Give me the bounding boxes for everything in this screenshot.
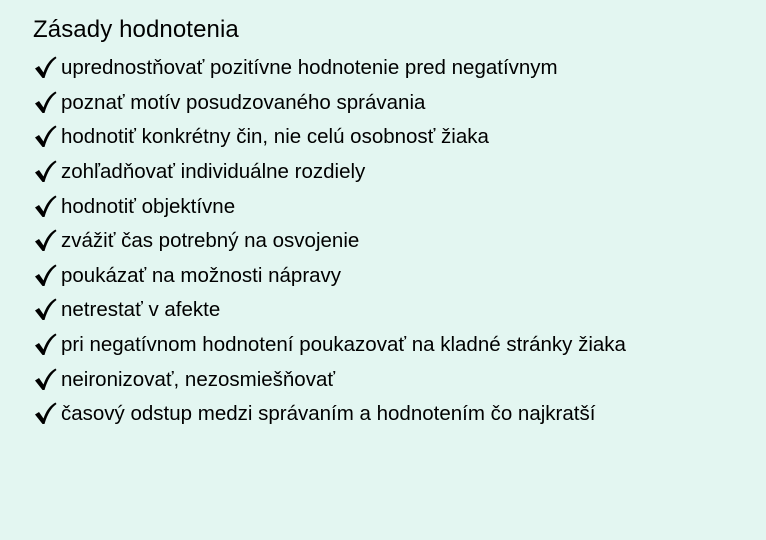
list-item-text: netrestať v afekte <box>61 298 221 322</box>
list-item <box>32 328 626 363</box>
slide-title: Zásady hodnotenia <box>33 16 239 43</box>
list-item-text: časový odstup medzi správaním a hodnotením čo najkratší <box>61 402 596 426</box>
checkmark-icon <box>32 228 58 254</box>
checkmark-icon <box>32 90 58 116</box>
list-item-text: uprednostňovať pozitívne hodnotenie pred negatívnym <box>61 56 558 80</box>
checkmark-icon <box>32 194 58 220</box>
list-item-text: pri negatívnom hodnotení poukazovať na kladné stránky žiaka <box>61 333 626 357</box>
list-item <box>32 189 626 224</box>
checkmark-icon <box>32 124 58 150</box>
list-item <box>32 51 626 86</box>
checkmark-icon <box>32 401 58 427</box>
list-item <box>32 293 626 328</box>
principles-list <box>32 51 626 432</box>
checkmark-icon <box>32 367 58 393</box>
list-item <box>32 224 626 259</box>
list-item-text: poukázať na možnosti nápravy <box>61 263 342 287</box>
checkmark-icon <box>32 297 58 323</box>
checkmark-icon <box>32 263 58 289</box>
list-item <box>32 362 626 397</box>
list-item-text: neironizovať, nezosmiešňovať <box>61 367 336 391</box>
list-item <box>32 259 626 294</box>
list-item-text: poznať motív posudzovaného správania <box>61 90 426 114</box>
list-item <box>32 86 626 121</box>
list-item-text: zohľadňovať individuálne rozdiely <box>61 160 366 184</box>
list-item <box>32 397 626 432</box>
list-item <box>32 155 626 190</box>
checkmark-icon <box>32 332 58 358</box>
list-item <box>32 120 626 155</box>
list-item-text: hodnotiť objektívne <box>61 194 236 218</box>
list-item-text: hodnotiť konkrétny čin, nie celú osobnosť žiaka <box>61 125 489 149</box>
checkmark-icon <box>32 159 58 185</box>
list-item-text: zvážiť čas potrebný na osvojenie <box>61 229 360 253</box>
checkmark-icon <box>32 55 58 81</box>
